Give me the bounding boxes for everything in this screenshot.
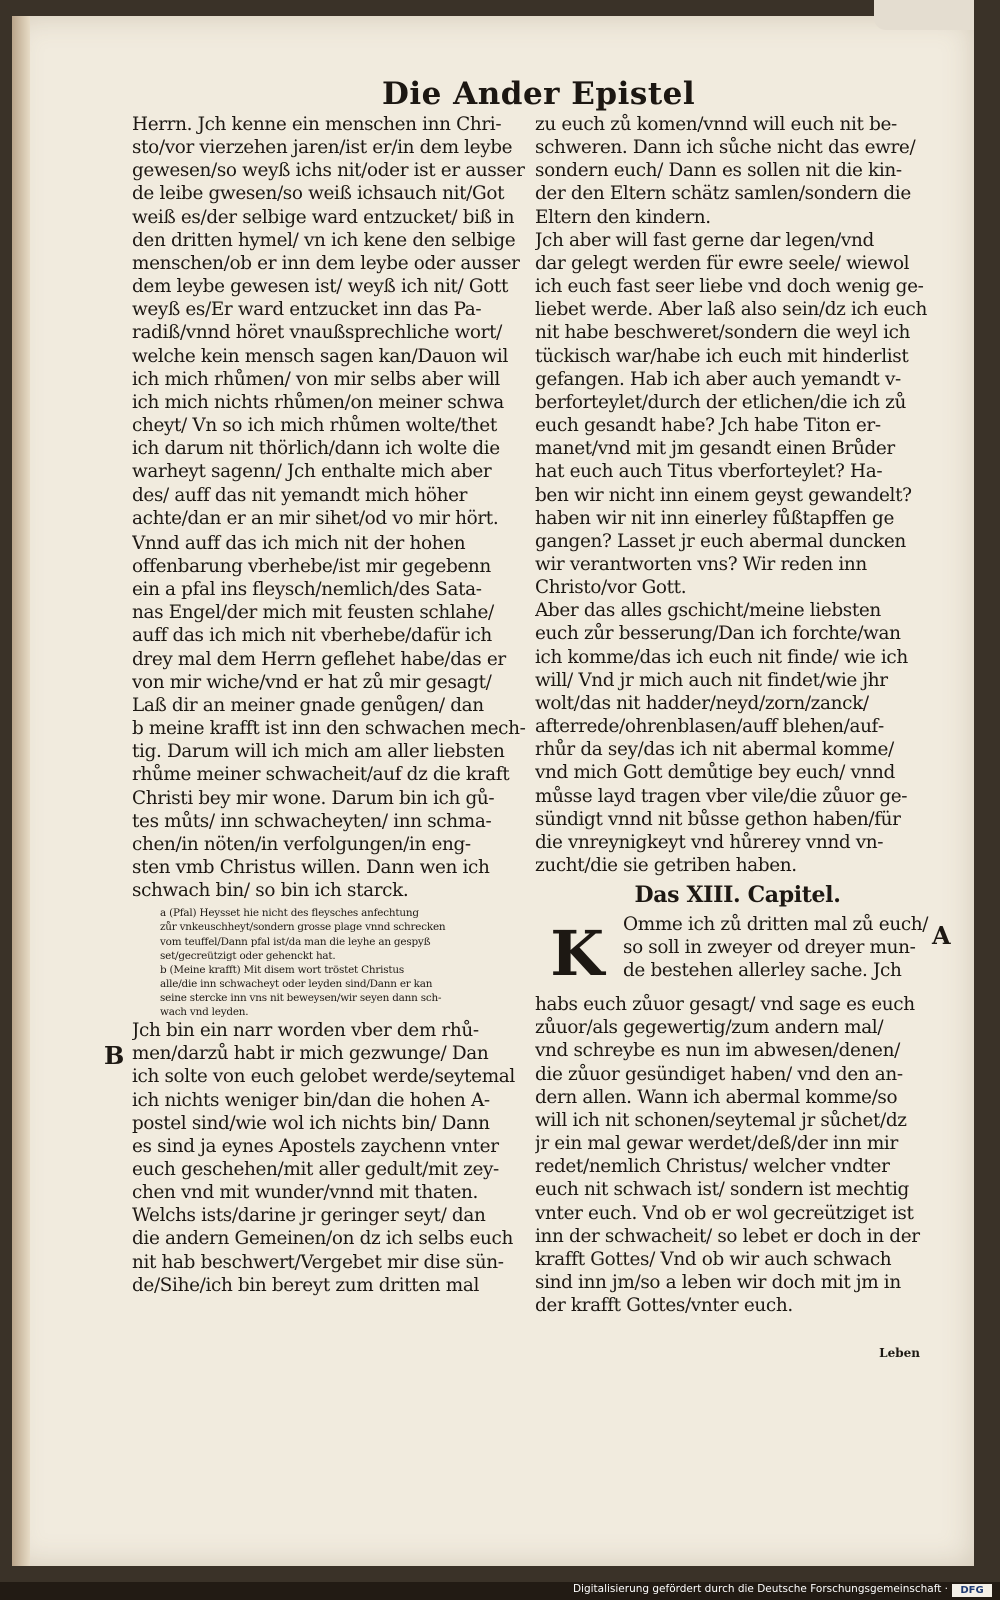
text-line: de leibe gwesen/so weiß ichsauch nit/Got [132, 183, 505, 205]
text-line: offenbarung vberhebe/ist mir gegebenn [132, 555, 491, 577]
text-line: schweren. Dann ich sůche nicht das ewre/ [535, 137, 916, 159]
text-line: achte/dan er an mir sihet/od vo mir hört. [132, 507, 499, 529]
text-line: gefangen. Hab ich aber auch yemandt v‐ [535, 368, 901, 390]
text-line: ich nichts weniger bin/dan die hohen A‐ [132, 1089, 490, 1111]
text-line: men/darzů habt ir mich gezwunge/ Dan [132, 1043, 489, 1065]
text-line: habs euch zůuor gesagt/ vnd sage es euch [535, 994, 915, 1016]
marginal-glosses [132, 906, 542, 1019]
text-line: nit hab beschwert/Vergebet mir dise sün‐ [132, 1251, 504, 1273]
text-line: Jch bin ein narr worden vber dem rhů‐ [132, 1020, 479, 1042]
text-line: weyß es/Er ward entzucket inn das Pa‐ [132, 299, 482, 321]
text-line: tes můts/ inn schwacheyten/ inn schma‐ [132, 810, 492, 832]
right-paragraph-2 [535, 229, 940, 600]
text-line: wolt/das nit hadder/neyd/zorn/zanck/ [535, 692, 869, 714]
text-line: will ich nit schonen/seytemal jr sůchet/dz [535, 1109, 907, 1131]
text-line: wir verantworten vns? Wir reden inn [535, 553, 867, 575]
text-line: ich darum nit thörlich/dann ich wolte die [132, 438, 500, 460]
text-line: auff das ich mich nit vberhebe/dafür ich [132, 625, 492, 647]
text-line: rhůme meiner schwacheit/auf dz die kraft [132, 764, 510, 786]
text-line: ein a pfal ins fleysch/nemlich/des Sata‐ [132, 579, 482, 601]
text-line: die andern Gemeinen/on dz ich selbs euch [132, 1228, 513, 1250]
funding-note: Digitalisierung gefördert durch die Deutsche Forschungsgemeinschaft · [572, 1583, 948, 1595]
left-paragraph-1 [132, 113, 542, 530]
text-line: tückisch war/habe ich euch mit hinderlist [535, 345, 909, 367]
text-line: jr ein mal gewar werdet/deß/der inn mir [535, 1133, 898, 1155]
book-page [12, 16, 974, 1566]
text-line: sto/vor vierzehen jaren/ist er/in dem leybe [132, 137, 513, 159]
text-line: ich euch fast seer liebe vnd doch wenig ge‐ [535, 276, 924, 298]
text-line: de bestehen allerley sache. Jch [623, 960, 902, 982]
text-line: die zůuor gesündiget haben/ vnd den an‐ [535, 1063, 903, 1085]
text-line: Eltern den kindern. [535, 206, 711, 228]
text-line: vnd mich Gott demůtige bey euch/ vnnd [535, 762, 895, 784]
text-line: euch nit schwach ist/ sondern ist mechtig [535, 1179, 909, 1201]
text-line: zůr vnkeuschheyt/sondern grosse plage vnnd schrecken [160, 921, 446, 934]
text-line: vom teuffel/Dann pfal ist/da man die leyhe an gespyß [160, 935, 431, 948]
text-line: Welchs ists/darine jr geringer seyt/ dan [132, 1205, 486, 1227]
catchword: Leben [879, 1346, 920, 1360]
chapter-heading: Das XIII. Capitel. [634, 882, 841, 909]
chapter-opening [535, 913, 940, 1317]
text-line: von mir wiche/vnd er hat zů mir gesagt/ [132, 671, 492, 693]
text-line: dem leybe gewesen ist/ weyß ich nit/ Gott [132, 276, 509, 298]
text-line: ich mich nichts rhůmen/on meiner schwa [132, 391, 504, 413]
text-line: will/ Vnd jr mich auch nit findet/wie jhr [535, 669, 888, 691]
chapter-lines-full [535, 993, 940, 1317]
text-line: rhůr da sey/das ich nit abermal komme/ [535, 739, 894, 761]
text-line: der krafft Gottes/vnter euch. [535, 1295, 793, 1317]
text-line: sondern euch/ Dann es sollen nit die kin‐ [535, 160, 902, 182]
text-line: drey mal dem Herrn geflehet habe/das er [132, 648, 506, 670]
text-line: ich mich rhůmen/ von mir selbs aber will [132, 368, 500, 390]
text-line: Aber das alles gschicht/meine liebsten [535, 600, 881, 622]
text-line: afterrede/ohrenblasen/auff blehen/auf‐ [535, 716, 884, 738]
text-line: des/ auff das nit yemandt mich höher [132, 484, 468, 506]
text-line: seine stercke inn vns nit beweysen/wir seyen dann sch‐ [160, 991, 442, 1004]
text-line: hat euch auch Titus vberforteylet? Ha‐ [535, 461, 883, 483]
text-line: so soll in zweyer od dreyer mun‐ [623, 937, 916, 959]
text-line: Christi bey mir wone. Darum bin ich gů‐ [132, 787, 495, 809]
initial-letter: K [550, 917, 604, 991]
text-line: můsse layd tragen vber vile/die zůuor ge‐ [535, 785, 908, 807]
text-line: gewesen/so weyß ichs nit/oder ist er ausser [132, 160, 525, 182]
text-line: radiß/vnnd höret vnaußsprechliche wort/ [132, 322, 502, 344]
text-line: gangen? Lasset jr euch abermal duncken [535, 530, 906, 552]
text-line: sten vmb Christus willen. Dann wen ich [132, 857, 490, 878]
right-paragraph-3 [535, 599, 940, 877]
text-line: nit habe beschweret/sondern die weyl ich [535, 322, 911, 344]
text-line: euch gesandt habe? Jch habe Titon er‐ [535, 415, 881, 437]
left-column [132, 113, 542, 1297]
text-line: schwach bin/ so bin ich starck. [132, 880, 409, 902]
text-line: Laß dir an meiner gnade genůgen/ dan [132, 694, 484, 716]
text-line: warheyt sagenn/ Jch enthalte mich aber [132, 461, 492, 483]
right-column [535, 113, 940, 1317]
text-line: Jch aber will fast gerne dar legen/vnd [535, 229, 874, 251]
text-line: Herrn. Jch kenne ein menschen inn Chri‐ [132, 114, 502, 135]
dfg-logo: DFG [952, 1584, 992, 1597]
text-line: ben wir nicht inn einem geyst gewandelt? [535, 484, 912, 506]
text-line: zu euch zů komen/vnnd will euch nit be‐ [535, 114, 897, 135]
text-line: Omme ich zů dritten mal zů euch/ [623, 914, 929, 936]
text-line: dar gelegt werden für ewre seele/ wiewol [535, 252, 910, 274]
text-line: ich solte von euch gelobet werde/seytemal [132, 1066, 515, 1088]
decorated-initial [539, 915, 615, 993]
text-line: manet/vnd mit jm gesandt einen Brůder [535, 438, 895, 460]
right-paragraph-1 [535, 113, 940, 229]
text-line: zůuor/als gegewertig/zum andern mal/ [535, 1017, 884, 1039]
text-line: Vnnd auff das ich mich nit der hohen [132, 532, 466, 554]
text-line: de/Sihe/ich bin bereyt zum dritten mal [132, 1274, 480, 1296]
text-line: nas Engel/der mich mit feusten schlahe/ [132, 602, 494, 624]
text-line: alle/die inn schwacheyt oder leyden sind/Dann er kan [160, 977, 433, 990]
margin-letter-a: A [932, 921, 951, 950]
text-line: menschen/ob er inn dem leybe oder ausser [132, 252, 520, 274]
page-gutter [12, 16, 30, 1566]
text-line: chen vnd mit wunder/vnnd mit thaten. [132, 1182, 479, 1204]
text-line: haben wir nit inn einerley fůßtapffen ge [535, 507, 894, 529]
text-line: cheyt/ Vn so ich mich rhůmen wolte/thet [132, 415, 497, 437]
text-line: euch geschehen/mit aller gedult/mit zey‐ [132, 1159, 499, 1180]
text-line: chen/in nöten/in verfolgungen/in eng‐ [132, 833, 471, 855]
text-line: b meine krafft ist inn den schwachen mech‐ [132, 718, 526, 740]
text-line: sind inn jm/so a leben wir doch mit jm in [535, 1272, 901, 1294]
text-line: euch zůr besserung/Dan ich forchte/wan [535, 623, 901, 645]
text-line: Christo/vor Gott. [535, 577, 687, 599]
text-line: es sind ja eynes Apostels zaychenn vnter [132, 1135, 499, 1157]
page-corner [874, 0, 974, 30]
text-line: postel sind/wie wol ich nichts bin/ Dann [132, 1112, 490, 1134]
text-line: berforteylet/durch der etlichen/die ich zů [535, 391, 907, 413]
margin-letter-b: B [104, 1041, 125, 1070]
text-line: vnter euch. Vnd ob er wol gecreütziget ist [535, 1202, 914, 1224]
text-line: redet/nemlich Christus/ welcher vndter [535, 1156, 890, 1178]
text-line: sündigt vnnd nit bůsse gethon haben/für [535, 808, 901, 830]
left-paragraph-3 [132, 1019, 542, 1297]
text-line: den dritten hymel/ vn ich kene den selbige [132, 229, 516, 251]
running-title: Die Ander Epistel [382, 76, 696, 112]
text-line: welche kein mensch sagen kan/Dauon wil [132, 345, 508, 367]
text-line: krafft Gottes/ Vnd ob wir auch schwach [535, 1248, 892, 1270]
text-line: die vnreynigkeyt vnd hůrerey vnnd vn‐ [535, 831, 884, 853]
text-line: inn der schwacheit/ so lebet er doch in der [535, 1225, 920, 1247]
text-line: set/gecreützigt oder gehenckt hat. [160, 949, 336, 962]
text-line: ich komme/das ich euch nit finde/ wie ich [535, 646, 908, 668]
text-line: der den Eltern schätz samlen/sondern die [535, 183, 911, 205]
text-line: tig. Darum will ich mich am aller liebsten [132, 741, 505, 763]
text-line: weiß es/der selbige ward entzucket/ biß in [132, 206, 515, 228]
text-line: b (Meine krafft) Mit disem wort tröstet Christus [160, 963, 404, 976]
text-line: liebet werde. Aber laß also sein/dz ich euch [535, 299, 927, 321]
text-line: vnd schreybe es nun im abwesen/denen/ [535, 1040, 900, 1062]
left-paragraph-2 [132, 532, 542, 903]
text-line: dern allen. Wann ich abermal komme/so [535, 1086, 898, 1108]
text-line: zucht/die sie getriben haben. [535, 855, 797, 876]
text-line: wach vnd leyden. [160, 1005, 249, 1018]
text-line: a (Pfal) Heysset hie nicht des fleysches anfechtung [160, 907, 419, 920]
